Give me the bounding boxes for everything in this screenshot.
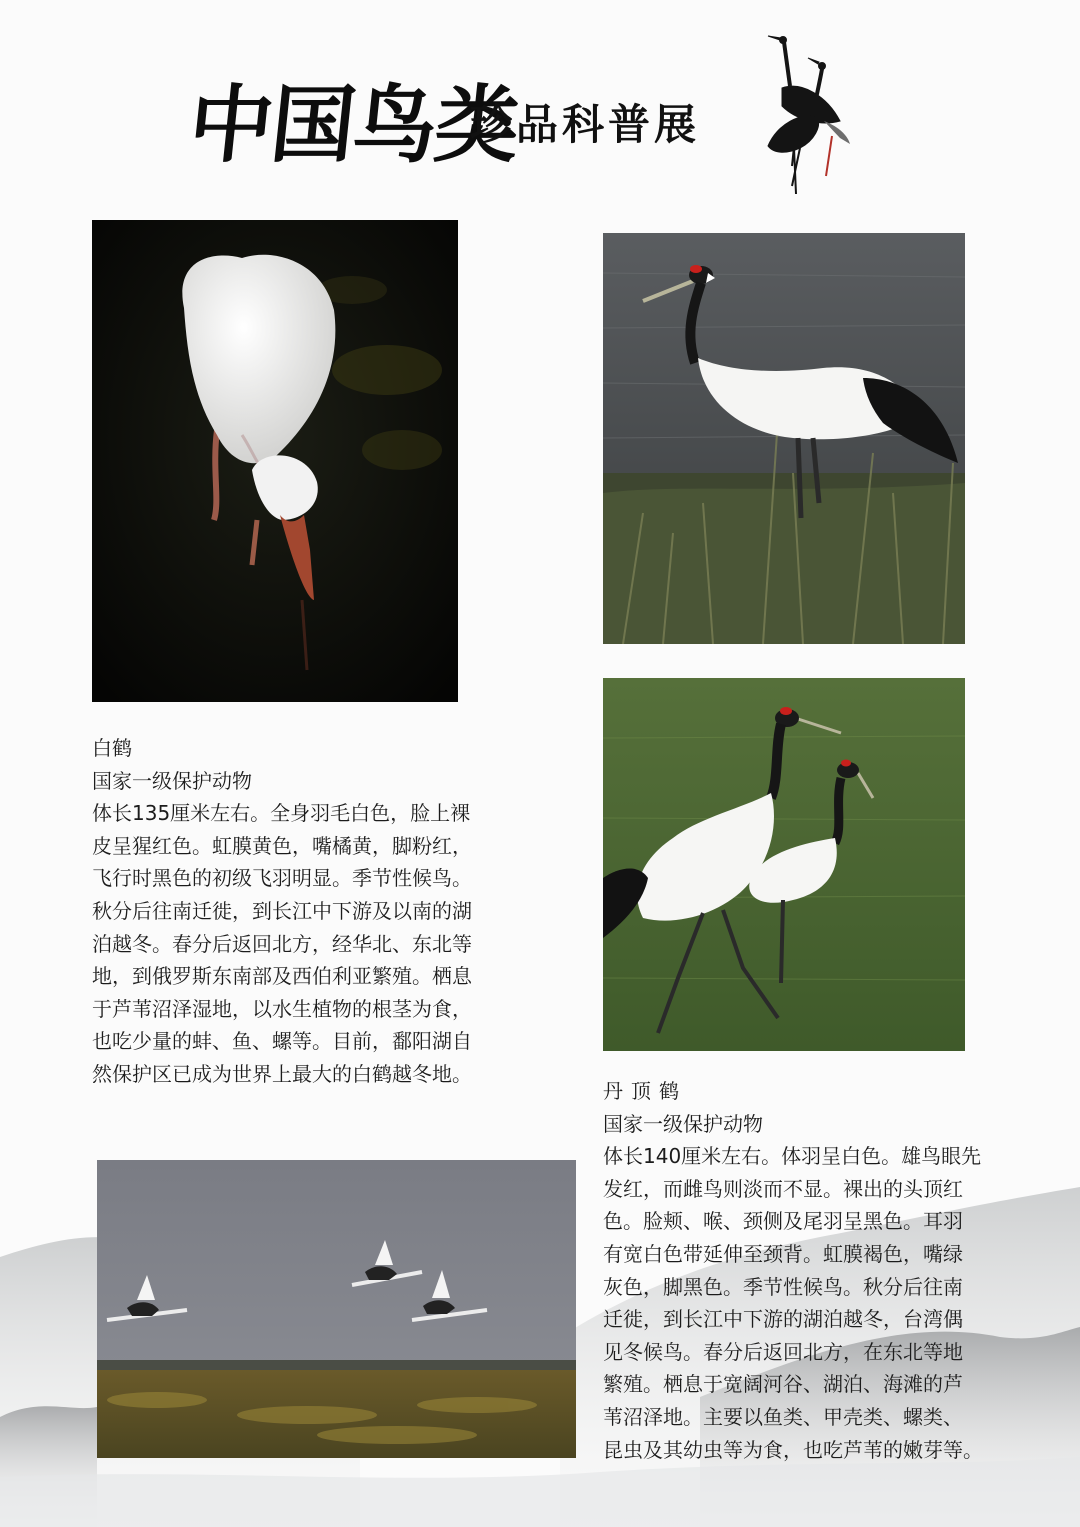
exhibition-subtitle: 珍品科普展 xyxy=(470,100,701,149)
description-line: 发红，而雌鸟则淡而不显。裸出的头顶红 xyxy=(603,1176,963,1201)
protection-status: 国家一级保护动物 xyxy=(603,1111,763,1136)
description-line: 秋分后往南迁徙，到长江中下游及以南的湖 xyxy=(92,898,472,923)
description-line: 地，到俄罗斯东南部及西伯利亚繁殖。栖息 xyxy=(92,964,472,989)
photo-red-crowned-crane-water xyxy=(603,233,965,644)
description-line: 苇沼泽地。主要以鱼类、甲壳类、螺类、 xyxy=(603,1404,963,1429)
description-line: 昆虫及其幼虫等为食，也吃芦苇的嫩芽等。 xyxy=(603,1437,983,1462)
description-line: 繁殖。栖息于宽阔河谷、湖泊、海滩的芦 xyxy=(603,1372,963,1397)
description-line: 泊越冬。春分后返回北方，经华北、东北等 xyxy=(92,931,472,956)
description-line: 迁徙，到长江中下游的湖泊越冬，台湾偶 xyxy=(603,1307,963,1332)
description-line: 有宽白色带延伸至颈背。虹膜褐色，嘴绿 xyxy=(603,1241,963,1266)
description-line: 于芦苇沼泽湿地，以水生植物的根茎为食， xyxy=(92,996,472,1021)
species-name: 丹顶鹤 xyxy=(603,1079,687,1103)
red-crowned-crane-description xyxy=(603,1075,983,1466)
description-line: 灰色，脚黑色。季节性候鸟。秋分后往南 xyxy=(603,1274,963,1299)
description-line: 也吃少量的蚌、鱼、螺等。目前，鄱阳湖自 xyxy=(92,1029,472,1054)
white-crane-description xyxy=(92,732,472,1091)
photo-white-crane-feeding xyxy=(92,220,458,702)
description-line: 色。脸颊、喉、颈侧及尾羽呈黑色。耳羽 xyxy=(603,1209,963,1234)
description-line: 体长135厘米左右。全身羽毛白色，脸上裸 xyxy=(92,801,471,826)
protection-status: 国家一级保护动物 xyxy=(92,768,252,793)
photo-cranes-in-flight xyxy=(97,1160,576,1458)
description-line: 然保护区已成为世界上最大的白鹤越冬地。 xyxy=(92,1061,472,1086)
description-line: 飞行时黑色的初级飞羽明显。季节性候鸟。 xyxy=(92,866,472,891)
description-line: 皮呈猩红色。虹膜黄色，嘴橘黄，脚粉红， xyxy=(92,833,472,858)
description-line: 体长140厘米左右。体羽呈白色。雄鸟眼先 xyxy=(603,1144,982,1169)
species-name: 白鹤 xyxy=(92,736,132,760)
description-line: 见冬候鸟。春分后返回北方，在东北等地 xyxy=(603,1339,963,1364)
exhibition-title: 中国鸟类 xyxy=(184,75,523,174)
crane-logo-icon xyxy=(752,26,862,201)
photo-red-crowned-cranes-grass xyxy=(603,678,965,1051)
